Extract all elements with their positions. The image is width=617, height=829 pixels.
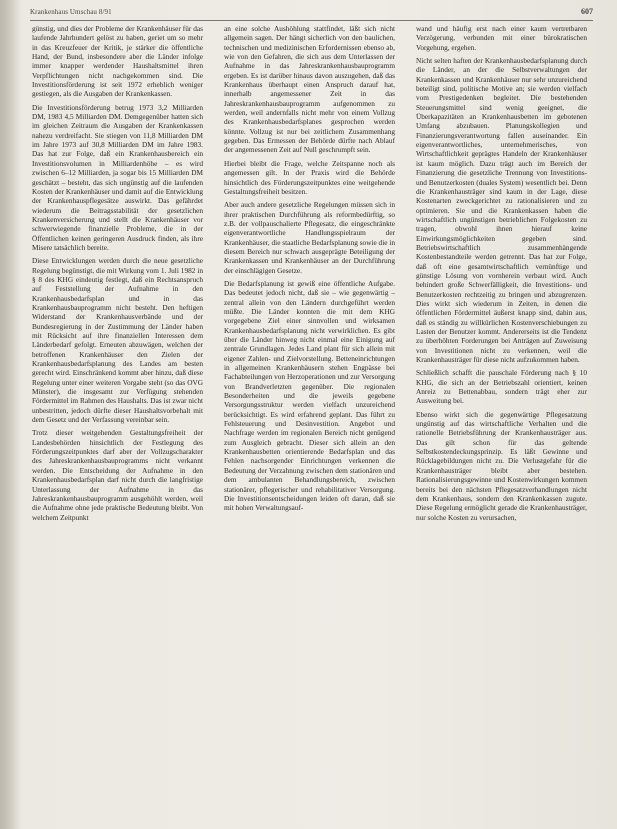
page-number: 607 [581,7,593,16]
paragraph: Aber auch andere gesetzliche Regelungen müssen sich in ihrer praktischen Durchführung als reformbedürftig, so z.B. der vollpauschalierte Pflegesatz, die eingeschränkte eigenverantwortliche Handlungsspielraum der Krankenhäuser, die staatliche Bedarfsplanung sowie die in diesem Bereich nur schwach ausgeprägte Beteiligung der Krankenkassen und Krankenhäuser an der Durchführung der einschlägigen Gesetze. [224,200,395,275]
paragraph: Schließlich schafft die pauschale Förderung nach § 10 KHG, die sich an der Betriebszahl orientiert, keinen Anreiz zu Bettenabbau, sondern trägt eher zur Ausweitung bei. [416,368,587,406]
paragraph: Diese Entwicklungen werden durch die neue gesetzliche Regelung begünstigt, die mit Wirkung vom 1. Juli 1982 in § 8 des KHG eindeutig festlegt, daß ein Rechtsanspruch auf Feststellung der Aufnahme in den Krankenhausbedarfsplan und in das Krankenhausbauprogramm nicht besteht. Den heftigen Widerstand der Krankenhausverbände und der Bundesregierung in der Zustimmung der Länder haben mit Rücksicht auf ihre finanziellen Interessen dem Länderbedarf gefolgt. Erneuten abzuwägen, welchen der betroffenen Krankenhäuser den Zielen der Krankenhausbedarfsplanung des Landes am besten gerecht wird. Einschränkend kommt aber hinzu, daß diese Regelung unter einer weiteren Vorgabe steht (so das OVG Münster), die insgesamt zur Verfügung stehenden Fördermittel im Rahmen des Haushalts. Das ist zwar nicht unbestritten, jedoch dürfte dieser Haushaltsvorbehalt mit dem Gesetz und der Verfassung vereinbar sein. [32,256,203,425]
running-header [30,6,593,21]
text-column-right [416,24,587,819]
journal-title: Krankenhaus Umschau 8/91 [30,8,112,16]
book-spine-shadow [0,0,22,829]
paragraph: an eine solche Aushöhlung stattfindet, läßt sich nicht allgemein sagen. Der hängt sicherlich von den baulichen, technischen und medizinischen Erfordernissen ebenso ab, wie von den Gefahren, die sich aus dem Unterlassen der Aufnahme in das Jahreskrankenhausbauprogramm ergeben. Es ist darüber hinaus davon auszugehen, daß das Krankenhaus überhaupt einen Anspruch darauf hat, innerhalb angemessener Zeit in das Jahreskrankenhausbauprogramm aufgenommen zu werden, weil andernfalls nicht mehr von einem Vollzug des Krankenhausbedarfsplanes gesprochen werden könnte. Vollzug ist nur bei zeitlichem Zusammenhang gegeben. Das Ermessen der Behörde dürfte nach Ablauf der angemessenen Zeit auf Null geschrumpft sein. [224,24,395,155]
paragraph: Trotz dieser weitgehenden Gestaltungsfreiheit der Landesbehörden hinsichtlich der Festlegung des Förderungszeitpunktes darf aber der Vollzugscharakter des Jahreskrankenhausbauprogramms nicht verkannt werden. Die Entscheidung der Aufnahme in den Krankenhausbedarfsplan darf nicht durch die langfristige Unterlassung der Aufnahme in das Jahreskrankenhausbauprogramm ausgehöhlt werden, weil die Aufnahme ohne jede praktische Bedeutung bleibt. Von welchem Zeitpunkt [32,428,203,522]
text-column-middle [224,24,395,819]
text-column-left [32,24,203,819]
paragraph: Ebenso wirkt sich die gegenwärtige Pflegesatzung ungünstig auf das wirtschaftliche Verhalten und die rationelle Betriebsführung der Krankenhausträger aus. Das gilt schon für das geltende Selbstkostendeckungsprinzip. Es läßt Gewinne und Rücklagebildungen nicht zu. Die Verlustgefahr für die Krankenhausträger bleibt aber bestehen. Rationalisierungsgewinne und Kostenwirkungen kommen bereits bei den nächsten Pflegesatzverhandlungen nicht dem Krankenhaus, sondern den Krankenkassen zugute. Diese Regelung ermöglicht gerade die Krankenhausträger, nur solche Kosten zu verursachen, [416,409,587,522]
paragraph: Nicht selten haften der Krankenhausbedarfsplanung durch die Länder, an der die Selbstverwaltungen der Krankenkassen und Krankenhäuser nur sehr unzureichend beteiligt sind, politische Motive an; sie werden vielfach vom Prestigedenken begleitet. Die bestehenden Steuerungsmittel sind wenig geeignet, die Überkapazitäten an Krankenhausbetten im gebotenen Umfang abzubauen. Planungskollegien und Finanzierungsverantwortung fallen auseinander. Ein eigenverantwortliches, unternehmerisches, von Wirtschaftlichkeit geprägtes Handeln der Krankenhäuser ist kaum möglich. Dazu trägt auch im Bereich der Finanzierung die gesetzliche Trennung von Investitions- und Benutzerkosten (duales System) wesentlich bei. Denn die Krankenhausträger sind kaum in der Lage, diese Kostenarten zweckgerichtet zu rationalisieren und zu optimieren. Sie und die Krankenkassen haben die wirtschaftlich ungünstigen betrieblichen Folgekosten zu tragen, obwohl ihnen hierauf keine Einwirkungsmöglichkeiten gegeben sind. Betriebswirtschaftlich zusammenhängende Kostenbestandteile werden getrennt. Das hat zur Folge, daß oft eine gesamtwirtschaftlich vernünftige und günstige Lösung von vornherein verbaut wird. Auch behindert große Schwerfälligkeit, die Investitions- und Benutzerkosten rechtzeitig zu bringen und abzugrenzen. Dies wirkt sich wiederum in Zeiten, in denen die öffentlichen Fördermittel äußerst knapp sind, dahin aus, daß es ständig zu willkürlichen Kostenverschiebungen zu Lasten der Benutzer kommt. Andererseits ist die Tendenz zu überhöhten Forderungen bei Anträgen auf Zuweisung von Investitionen nicht zu verkennen, weil die Krankenhausträger für diese nicht aufzukommen haben. [416,56,587,365]
paragraph: Die Bedarfsplanung ist gewiß eine öffentliche Aufgabe. Das bedeutet jedoch nicht, daß sie – wie gegenwärtig – zentral allein von den Ländern durchgeführt werden müßte. Die Länder konnten die mit dem KHG vorgegebene Ziel einer sinnvollen und wirksamen Krankenhausbedarfsplanung nicht verwirklichen. Es gibt über die Länder hinweg nicht einmal eine Einigung auf zentrale Grundlagen. Jedes Land plant für sich allein mit eigener Zahlen- und Zielvorstellung. Betteneinrichtungen in allgemeinen Krankenhäusern stehen Engpässe bei Fachabteilungen von Herzoperationen und zur Versorgung von Brandverletzten gegenüber. Die regionalen Besonderheiten und die jeweils gegebene Versorgungsstruktur werden vielfach unzureichend berücksichtigt. Es wird erfahrend geplant. Das führt zu Fehlsteuerung und Desinvestition. Angebot und Nachfrage werden im regionalen Bereich nicht genügend zum Ausgleich gebracht. Dieser sich allein an den Krankenhausbetten orientierende Bedarfsplan und das Fehlen nachsorgender Einrichtungen verkennen die Bedeutung der Verzahnung zwischen dem stationären und dem ambulanten Behandlungsbereich, zwischen stationärer, pflegerischer und rehabilitativer Versorgung. Die Investitionsentscheidungen leiden oft daran, daß sie mit hohen Verwaltungsauf- [224,278,395,513]
paragraph: Die Investitionsförderung betrug 1973 3,2 Milliarden DM, 1983 4,5 Milliarden DM. Demgegenüber hatten sich im gleichen Zeitraum die Ausgaben der Krankenkassen nahezu verdreifacht. Sie stiegen von 11,8 Milliarden DM im Jahre 1973 auf 30,8 Milliarden DM im Jahre 1983. Das hat zur Folge, daß ein Krankenhausbereich ein Investitionsvolumen in Milliardenhöhe – es wird zwischen 6–12 Milliarden, ja sogar bis 15 Milliarden DM geschätzt – besteht, das sich ungünstig auf die laufenden Kosten der Krankenhäuser und damit auf die Entwicklung der Krankenhauspflegesätze auswirkt. Das gefährdet wiederum die Beitragsstabilität der gesetzlichen Krankenversicherung und stellt die Krankenhäuser vor schwerwiegende finanzielle Probleme, die in der Öffentlichen keinen geringeren Ausdruck finden, als ihre Misere tatsächlich bereite. [32,102,203,252]
paragraph: günstig, und dies der Probleme der Krankenhäuser für das laufende Jahrhundert gelöst zu haben, geriet um so mehr in das Kreuzfeuer der Kritik, je stärker die öffentliche Hand, der Bund, insbesondere aber die Länder infolge immer knapper werdender Haushaltsmittel ihren Verpflichtungen nicht nachgekommen sind. Die Investitionsförderung ist seit 1972 erheblich weniger gestiegen, als die Ausgaben der Krankenkassen. [32,24,203,99]
paragraph: wand und häufig erst nach einer kaum vertretbaren Verzögerung, verbunden mit einer bürokratischen Vorgehung, ergehen. [416,24,587,52]
paragraph: Hierbei bleibt die Frage, welche Zeitspanne noch als angemessen gilt. In der Praxis wird die Behörde hinsichtlich des Förderungszeitpunktes eine weitgehende Gestaltungsfreiheit besitzen. [224,158,395,196]
